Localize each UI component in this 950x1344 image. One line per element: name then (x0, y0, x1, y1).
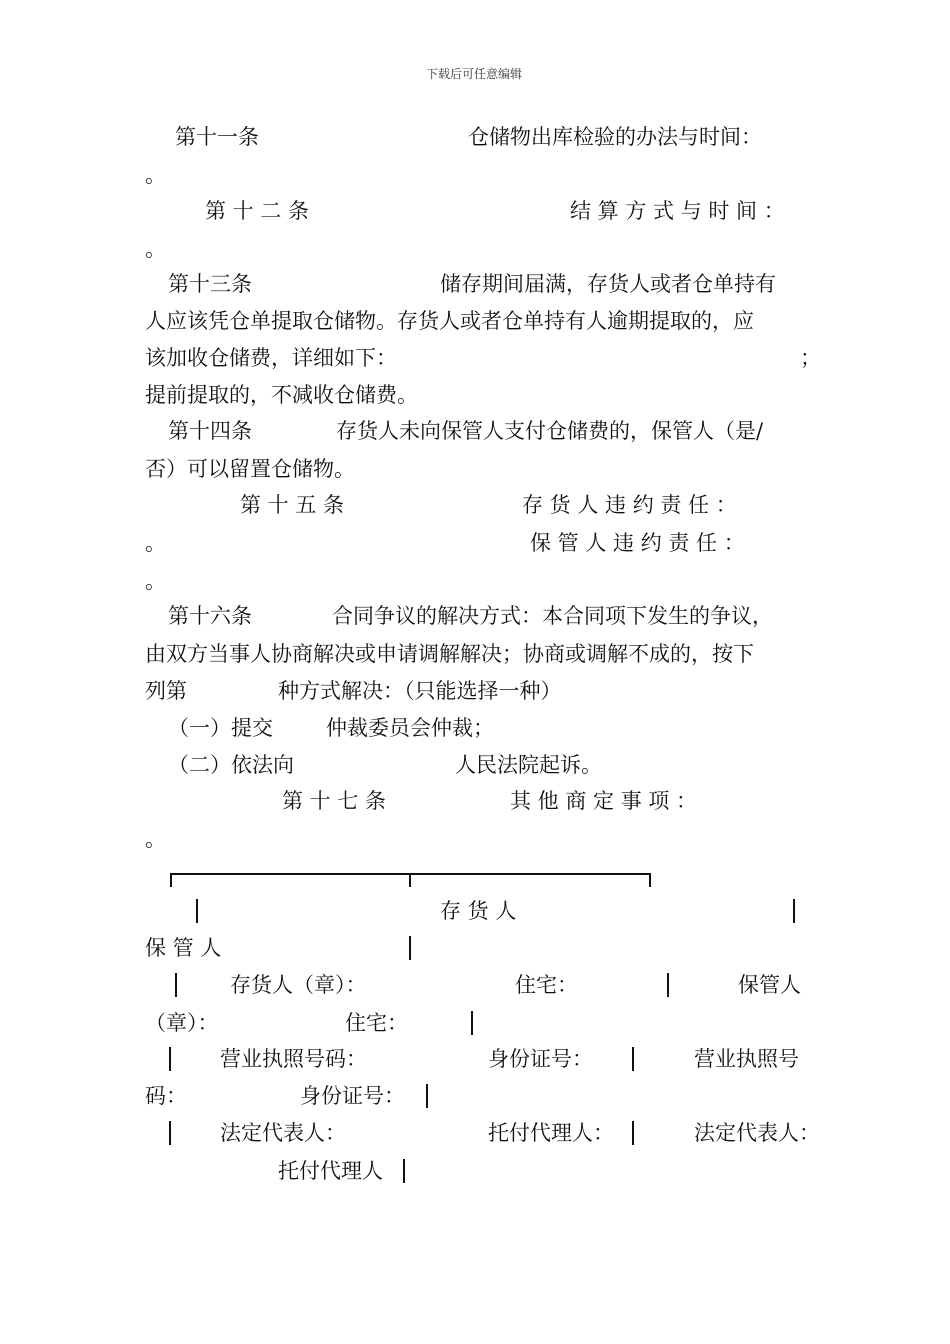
article-13-line1: 储存期间届满，存货人或者仓单持有 (440, 272, 776, 296)
article-11-title: 第十一条 (175, 125, 259, 149)
table-border (169, 1121, 171, 1145)
article-13-line2: 人应该凭仓单提取仓储物。存货人或者仓单持有人逾期提取的，应 (145, 309, 754, 333)
article-17-end: 。 (145, 827, 166, 851)
article-13-line4: 提前提取的，不减收仓储费。 (145, 383, 418, 407)
article-14-line1: 存货人未向保管人支付仓储费的，保管人（是/ (336, 419, 764, 443)
page-header-note: 下载后可任意编辑 (426, 67, 523, 81)
keeper-license-label-cont: 码： (145, 1084, 187, 1108)
article-16-line1: 合同争议的解决方式：本合同项下发生的争议， (332, 604, 773, 628)
article-12-text: 结 算 方 式 与 时 间 ： (570, 199, 785, 223)
keeper-seal-label: 保管人 (738, 973, 801, 997)
table-border (667, 973, 669, 997)
keeper-agent-label: 托付代理人 (278, 1159, 383, 1183)
signature-table-top-border (170, 873, 651, 875)
depositor-heading: 存 货 人 (440, 899, 517, 923)
table-border (793, 899, 795, 923)
table-border (175, 973, 177, 997)
article-12-end: 。 (145, 237, 166, 261)
table-border (632, 1121, 634, 1145)
table-border (471, 1011, 473, 1035)
depositor-agent-label: 托付代理人： (488, 1121, 614, 1145)
keeper-seal-label-cont: （章）： (145, 1011, 219, 1035)
article-16-line3-end: 种方式解决：（只能选择一种） (278, 679, 562, 703)
article-16-option-1-end: 仲裁委员会仲裁； (326, 716, 494, 740)
article-15-end-1: 。 (145, 531, 166, 555)
article-16-title: 第十六条 (168, 604, 252, 628)
article-16-option-2-start: （二）依法向 (168, 753, 294, 777)
table-border (409, 936, 411, 960)
article-15-end-2: 。 (145, 569, 166, 593)
keeper-legal-rep-label: 法定代表人： (694, 1121, 820, 1145)
table-border (169, 1047, 171, 1071)
signature-table-corner-right (649, 873, 651, 887)
article-17-text: 其 他 商 定 事 项 ： (510, 789, 698, 813)
article-15-keeper-liability: 保 管 人 违 约 责 任 ： (530, 531, 745, 555)
depositor-address-label: 住宅： (515, 973, 578, 997)
depositor-license-label: 营业执照号码： (220, 1047, 367, 1071)
signature-table-corner-left (170, 873, 172, 887)
table-border (403, 1159, 405, 1183)
article-13-title: 第十三条 (168, 272, 252, 296)
keeper-heading: 保 管 人 (145, 936, 222, 960)
table-border (196, 899, 198, 923)
article-14-line2: 否）可以留置仓储物。 (145, 457, 355, 481)
signature-table-column-join (409, 873, 411, 887)
article-16-option-1-start: （一）提交 (168, 716, 273, 740)
article-15-depositor-liability: 存 货 人 违 约 责 任 ： (522, 493, 737, 517)
table-border (632, 1047, 634, 1071)
table-border (426, 1084, 428, 1108)
depositor-seal-label: 存货人（章）： (230, 973, 367, 997)
article-13-semicolon: ； (800, 346, 821, 370)
keeper-address-label: 住宅： (345, 1011, 408, 1035)
keeper-license-label: 营业执照号 (694, 1047, 799, 1071)
article-12-title: 第 十 二 条 (205, 199, 310, 223)
article-11-text: 仓储物出库检验的办法与时间： (468, 125, 762, 149)
article-13-line3: 该加收仓储费，详细如下： (145, 346, 397, 370)
article-11-end: 。 (145, 163, 166, 187)
article-14-title: 第十四条 (168, 419, 252, 443)
keeper-id-label: 身份证号： (300, 1084, 405, 1108)
article-16-line3-start: 列第 (145, 679, 187, 703)
depositor-id-label: 身份证号： (488, 1047, 593, 1071)
article-15-title: 第 十 五 条 (240, 493, 345, 517)
article-16-option-2-end: 人民法院起诉。 (455, 753, 602, 777)
article-17-title: 第 十 七 条 (282, 789, 387, 813)
article-16-line2: 由双方当事人协商解决或申请调解解决；协商或调解不成的，按下 (145, 642, 754, 666)
depositor-legal-rep-label: 法定代表人： (220, 1121, 346, 1145)
